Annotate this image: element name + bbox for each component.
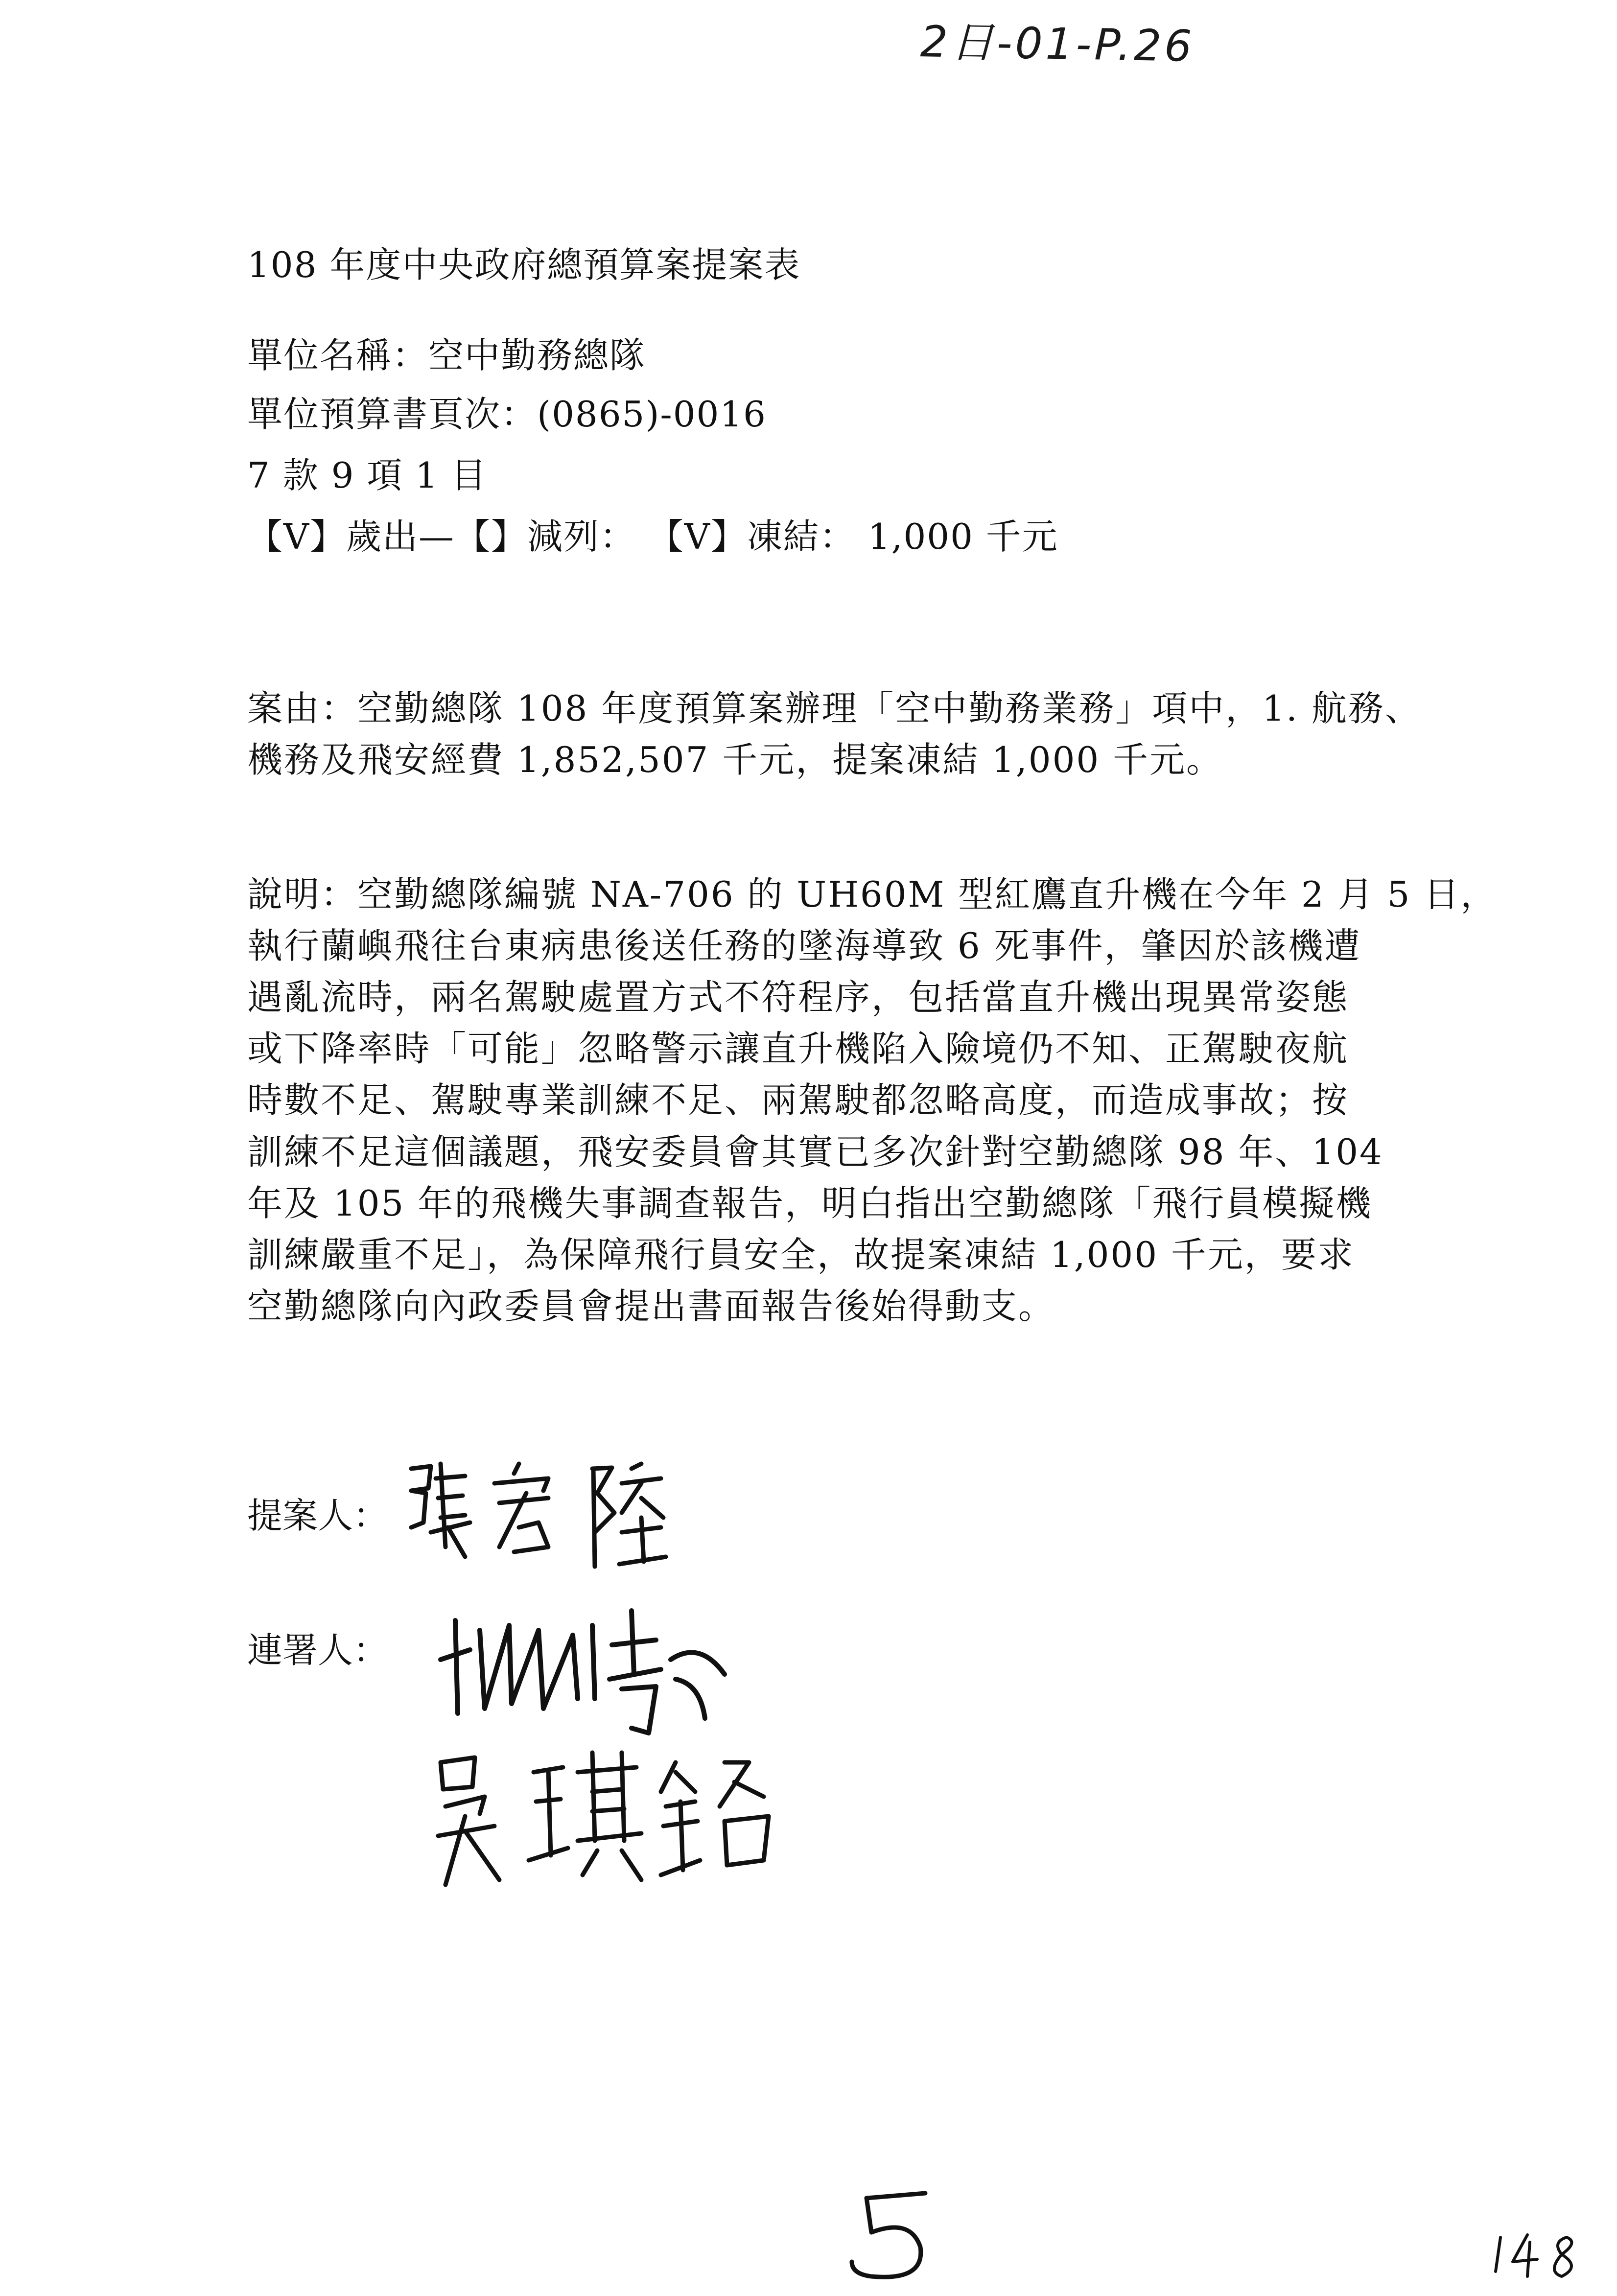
explanation-line: 說明：空勤總隊編號 NA-706 的 UH60M 型紅鷹直升機在今年 2 月 5 日，: [247, 874, 1498, 915]
reason-paragraph: [247, 683, 1422, 786]
proposer-signature: [401, 1449, 676, 1576]
explanation-paragraph: [247, 869, 1498, 1332]
cosigner-signature-1: [426, 1601, 827, 1748]
proposer-label: 提案人：: [247, 1495, 389, 1536]
explanation-line: 空勤總隊向內政委員會提出書面報告後始得動支。: [247, 1285, 1055, 1327]
form-title: 108 年度中央政府總預算案提案表: [247, 244, 801, 285]
explanation-line: 年及 105 年的飛機失事調查報告，明白指出空勤總隊「飛行員模擬機: [247, 1182, 1373, 1224]
explanation-line: 執行蘭嶼飛往台東病患後送任務的墜海導致 6 死事件，肇因於該機遭: [247, 925, 1361, 967]
corner-handwritten-number: [1488, 2223, 1596, 2286]
unit-name: 單位名稱：空中勤務總隊: [247, 335, 646, 376]
reason-line: 機務及飛安經費 1,852,507 千元，提案凍結 1,000 千元。: [247, 739, 1223, 781]
explanation-line: 遇亂流時，兩名駕駛處置方式不符程序，包括當直升機出現異常姿態: [247, 977, 1349, 1018]
header-handwritten-mark: 2日-01-P.26: [920, 16, 1195, 71]
budget-page: 單位預算書頁次：(0865)-0016: [247, 394, 767, 435]
explanation-line: 訓練不足這個議題，飛安委員會其實已多次針對空勤總隊 98 年、104: [247, 1131, 1383, 1172]
item-code: 7 款 9 項 1 目: [247, 455, 487, 496]
reason-line: 案由：空勤總隊 108 年度預算案辦理「空中勤務業務」項中，1. 航務、: [247, 688, 1422, 729]
center-handwritten-number: [837, 2183, 950, 2296]
explanation-line: 時數不足、駕駛專業訓練不足、兩駕駛都忽略高度，而造成事故；按: [247, 1079, 1349, 1121]
explanation-line: 或下降率時「可能」忽略警示讓直升機陷入險境仍不知、正駕駛夜航: [247, 1028, 1349, 1070]
explanation-line: 訓練嚴重不足」，為保障飛行員安全，故提案凍結 1,000 千元，要求: [247, 1234, 1355, 1275]
cosigner-signature-2: [431, 1743, 803, 1899]
cosigner-label: 連署人：: [247, 1630, 389, 1671]
options-line: 【V】歲出—【】減列： 【V】凍結： 1,000 千元: [247, 516, 1058, 557]
